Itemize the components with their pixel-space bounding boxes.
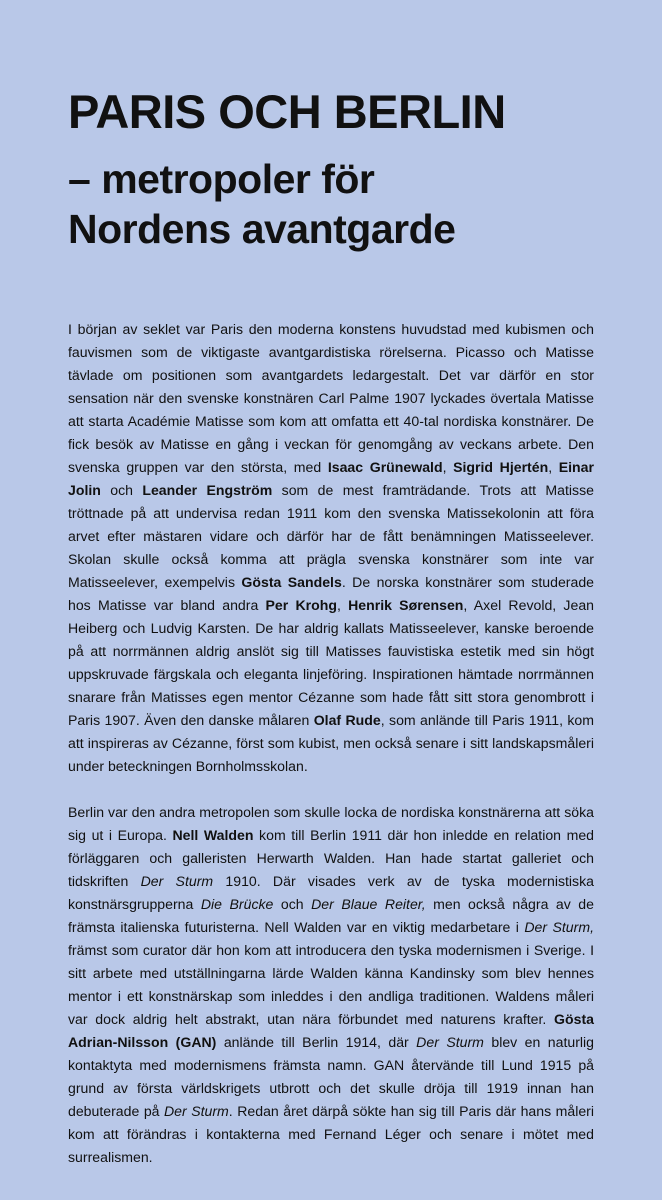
artist-name: Per Krohg <box>265 597 337 613</box>
text-run: . Redan året därpå sökte han sig till Paris där hans måleri kom att förändras i kontakterna med Fernand Léger och senare i mötet med surrealismen. <box>68 1103 594 1165</box>
paragraph-paris <box>68 318 594 778</box>
text-run: men också några av de främsta italienska futuristerna. Nell Walden var en viktig medarbetare i <box>68 896 594 935</box>
text-run: , <box>442 459 454 475</box>
artist-name: Nell Walden <box>172 827 254 843</box>
article-body <box>68 318 594 1192</box>
artist-name: Gösta Adrian-Nilsson (GAN) <box>68 1011 594 1050</box>
group-name: Der Blaue Reiter, <box>311 896 426 912</box>
text-run: , Axel Revold, Jean Heiberg och Ludvig Karsten. De har aldrig kallats Matisseelever, kanske beroende på att norrmännen aldrig anslöt sig till Matisses fauvistiska estetik med sin högt uppskruvade färgskala och eleganta linjeföring. Inspirationen hämtade norrmännen snarare från Matisses egen mentor Cézanne som hade fått sitt stora genombrott i Paris 1907. Även den danske målaren <box>68 597 594 728</box>
text-run: och <box>273 896 312 912</box>
artist-name: Gösta Sandels <box>241 574 342 590</box>
publication-title: Der Sturm <box>416 1034 484 1050</box>
paragraph-berlin <box>68 801 594 1169</box>
title-line-3: Nordens avantgarde <box>68 206 456 252</box>
text-run: anlände till Berlin 1914, där <box>216 1034 417 1050</box>
text-run: kom till Berlin 1911 där hon inledde en relation med förläggaren och galleristen Herwarth Walden. Han hade startat galleriet och tidskriften <box>68 827 594 889</box>
group-name: Die Brücke <box>200 896 274 912</box>
text-run: främst som curator där hon kom att introducera den tyska modernismen i Sverige. I sitt arbete med utställningarna lärde Walden känna Kandinsky som blev hennes mentor i ett konstnärskap som inleddes i den andliga traditionen. Waldens måleri var dock aldrig helt abstrakt, utan nära förbundet med naturens krafter. <box>68 942 594 1027</box>
text-run: I början av seklet var Paris den moderna konstens huvudstad med kubismen och fauvismen som de viktigaste avantgardistiska rörelserna. Picasso och Matisse tävlade om positionen som avantgardets ledargestalt. Det var därför en stor sensation när den svenske konstnären Carl Palme 1907 lyckades övertala Matisse att starta Académie Matisse som kom att omfatta ett 40-tal nordiska konstnärer. De fick besök av Matisse en gång i veckan för genomgång av veckans arbete. Den svenska gruppen var den största, med <box>68 321 594 475</box>
text-run: , <box>336 597 349 613</box>
title-line-1: PARIS OCH BERLIN <box>68 85 506 138</box>
artist-name: Henrik Sørensen <box>348 597 464 613</box>
text-run: , som anlände till Paris 1911, kom att inspireras av Cézanne, först som kubist, men också senare i sitt landskapsmåleri under beteckningen Bornholmsskolan. <box>68 712 594 774</box>
publication-title: Der Sturm <box>140 873 214 889</box>
text-run: som de mest framträdande. Trots att Matisse tröttnade på att undervisa redan 1911 kom den svenska Matissekolonin att föra arvet efter mästaren vidare och därför har de fått benämningen Matisseelever. Skolan skulle också komma att prägla svenska konstnärer som inte var Matisseelever, exempelvis <box>68 482 594 590</box>
text-run: , <box>548 459 559 475</box>
text-run: Berlin var den andra metropolen som skulle locka de nordiska konstnärerna att söka sig ut i Europa. <box>68 804 594 843</box>
publication-title: Der Sturm, <box>524 919 594 935</box>
text-run: 1910. Där visades verk av de tyska modernistiska konstnärsgrupperna <box>68 873 594 912</box>
text-run: blev en naturlig kontaktyta med modernismens främsta namn. GAN återvände till Lund 1915 på grund av första världskrigets utbrott och det skulle dröja till 1919 innan han debuterade på <box>68 1034 594 1119</box>
artist-name: Isaac Grünewald <box>327 459 443 475</box>
text-run: och <box>100 482 143 498</box>
text-run: . De norska konstnärer som studerade hos Matisse var bland andra <box>68 574 594 613</box>
publication-title: Der Sturm <box>164 1103 229 1119</box>
artist-name: Sigrid Hjertén <box>453 459 549 475</box>
title-line-2: – metropoler för <box>68 156 375 202</box>
artist-name: Leander Engström <box>142 482 273 498</box>
artist-name: Einar Jolin <box>68 459 594 498</box>
artist-name: Olaf Rude <box>313 712 381 728</box>
page-title <box>68 84 628 254</box>
